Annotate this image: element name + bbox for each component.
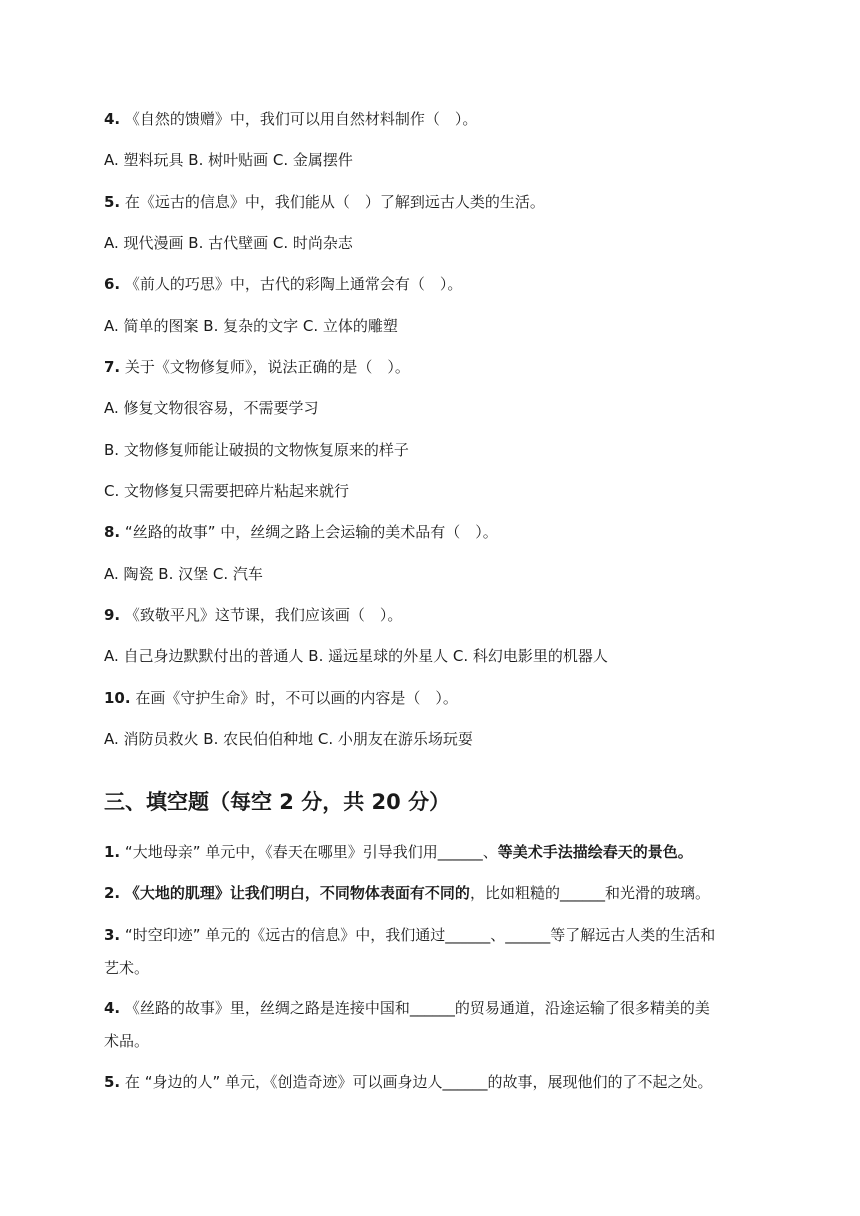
- question-number: 4.: [104, 110, 121, 128]
- question-text-bold: 等美术手法描绘春天的景色。: [497, 843, 693, 861]
- question-number: 2.: [104, 884, 121, 902]
- section-heading: 三、填空题（每空 2 分，共 20 分）: [104, 790, 451, 814]
- question-text: “丝路的故事” 中，丝绸之路上会运输的美术品有（ ）。: [124, 523, 498, 541]
- options-6: A. 简单的图案 B. 复杂的文字 C. 立体的雕塑: [104, 317, 398, 335]
- question-text: 《丝路的故事》里，丝绸之路是连接中国和______的贸易通道，沿途运输了很多精美的美: [124, 999, 710, 1017]
- question-number: 6.: [104, 275, 121, 293]
- question-text: 《致敬平凡》这节课，我们应该画（ ）。: [124, 606, 403, 624]
- fill-question-1: [104, 842, 693, 862]
- options-5: A. 现代漫画 B. 古代壁画 C. 时尚杂志: [104, 234, 353, 252]
- fill-question-3: [104, 925, 715, 945]
- question-text: “时空印迹” 单元的《远古的信息》中，我们通过______、______等了解远古人类的生活和: [124, 926, 716, 944]
- option-7a: A. 修复文物很容易，不需要学习: [104, 399, 319, 417]
- fill-question-4: [104, 998, 710, 1018]
- options-9: A. 自己身边默默付出的普通人 B. 遥远星球的外星人 C. 科幻电影里的机器人: [104, 647, 608, 665]
- question-number: 5.: [104, 1073, 121, 1091]
- question-text: 在 “身边的人” 单元，《创造奇迹》可以画身边人______的故事，展现他们的了不起之处。: [124, 1073, 713, 1091]
- question-number: 9.: [104, 606, 121, 624]
- question-number: 5.: [104, 193, 121, 211]
- options-10: A. 消防员救火 B. 农民伯伯种地 C. 小朋友在游乐场玩耍: [104, 730, 473, 748]
- question-text: 《自然的馈赠》中，我们可以用自然材料制作（ ）。: [124, 110, 478, 128]
- question-text: “大地母亲” 单元中，《春天在哪里》引导我们用______、: [124, 843, 498, 861]
- question-7: [104, 357, 410, 377]
- question-text: 《前人的巧思》中，古代的彩陶上通常会有（ ）。: [124, 275, 463, 293]
- fill-question-3-cont: 艺术。: [104, 959, 150, 977]
- question-number: 8.: [104, 523, 121, 541]
- question-text: 在画《守护生命》时，不可以画的内容是（ ）。: [135, 689, 458, 707]
- option-7b: B. 文物修复师能让破损的文物恢复原来的样子: [104, 441, 409, 459]
- question-text: 在《远古的信息》中，我们能从（ ）了解到远古人类的生活。: [124, 193, 545, 211]
- question-8: [104, 522, 498, 542]
- question-6: [104, 274, 462, 294]
- question-number: 7.: [104, 358, 121, 376]
- question-number: 3.: [104, 926, 121, 944]
- question-text-bold: 《大地的肌理》让我们明白，不同物体表面有不同的: [124, 884, 470, 902]
- options-4: A. 塑料玩具 B. 树叶贴画 C. 金属摆件: [104, 151, 353, 169]
- options-8: A. 陶瓷 B. 汉堡 C. 汽车: [104, 565, 263, 583]
- question-9: [104, 605, 402, 625]
- fill-question-4-cont: 术品。: [104, 1032, 150, 1050]
- question-number: 4.: [104, 999, 121, 1017]
- question-number: 10.: [104, 689, 131, 707]
- fill-question-5: [104, 1072, 713, 1092]
- question-number: 1.: [104, 843, 121, 861]
- question-5: [104, 192, 545, 212]
- option-7c: C. 文物修复只需要把碎片粘起来就行: [104, 482, 350, 500]
- fill-question-2: [104, 883, 710, 903]
- question-10: [104, 688, 458, 708]
- question-text: ，比如粗糙的______和光滑的玻璃。: [469, 884, 710, 902]
- question-text: 关于《文物修复师》，说法正确的是（ ）。: [124, 358, 410, 376]
- question-4: [104, 109, 477, 129]
